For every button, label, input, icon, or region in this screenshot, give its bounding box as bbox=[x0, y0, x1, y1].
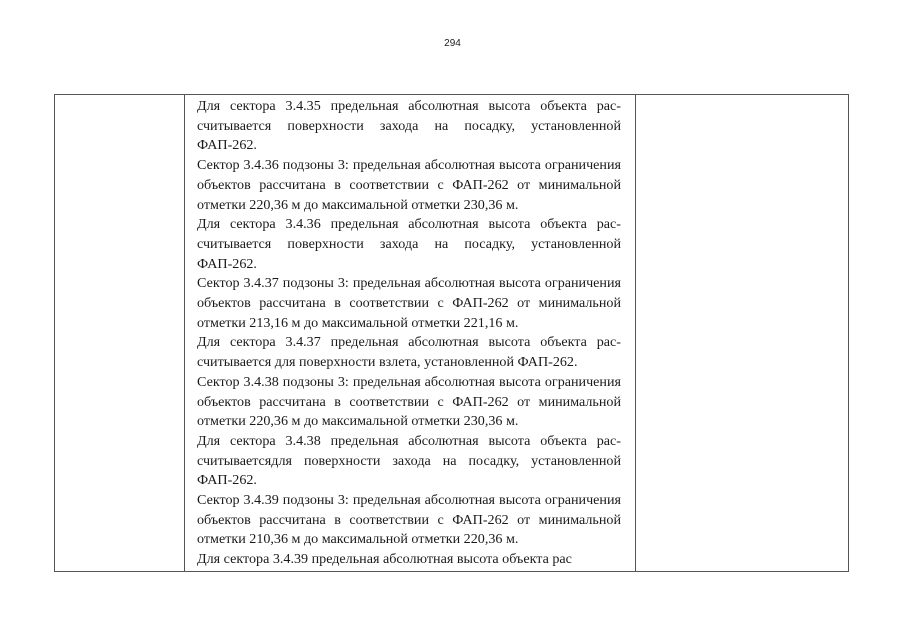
paragraph-sector-3-4-38-limit: Сектор 3.4.38 подзоны 3: предельная абсолютная высота ограничения объектов рассчитана в соответствии с ФАП-262 от минимальной отметки 220,36 м до максимальной отметки 230,36 м. bbox=[197, 373, 621, 430]
paragraph-sector-3-4-39-calc: Для сектора 3.4.39 предельная абсолютная высота объекта рас bbox=[197, 551, 572, 568]
paragraph-sector-3-4-37-calc: Для сектора 3.4.37 предельная абсолютная высота объекта рассчитывается для поверхности взлета, установленной ФАП-262. bbox=[197, 334, 621, 371]
paragraph-sector-3-4-36-limit: Сектор 3.4.36 подзоны 3: предельная абсолютная высота ограничения объектов рассчитана в соответствии с ФАП-262 от минимальной отметки 220,36 м до максимальной отметки 230,36 м. bbox=[197, 157, 621, 213]
table-cell-right bbox=[636, 95, 848, 571]
paragraph-sector-3-4-38-calc: Для сектора 3.4.38 предельная абсолютная высота объекта рассчитываетсядля поверхности захода на посадку, установленной ФАП-262. bbox=[197, 432, 621, 489]
paragraph-sector-3-4-35-calc: Для сектора 3.4.35 предельная абсолютная высота объекта рассчитывается поверхности захода на посадку, установленной ФАП-262. bbox=[197, 98, 621, 154]
page-number: 294 bbox=[444, 38, 461, 49]
paragraph-sector-3-4-36-calc: Для сектора 3.4.36 предельная абсолютная высота объекта рассчитывается поверхности захода на посадку, установленной ФАП-262. bbox=[197, 216, 621, 272]
paragraph-sector-3-4-39-limit: Сектор 3.4.39 подзоны 3: предельная абсолютная высота ограничения объектов рассчитана в соответствии с ФАП-262 от минимальной отметки 210,36 м до максимальной отметки 220,36 м. bbox=[197, 492, 621, 548]
table-cell-main bbox=[185, 95, 636, 571]
table-cell-left bbox=[55, 95, 185, 571]
paragraph-sector-3-4-37-limit: Сектор 3.4.37 подзоны 3: предельная абсолютная высота ограничения объектов рассчитана в соответствии с ФАП-262 от минимальной отметки 213,16 м до максимальной отметки 221,16 м. bbox=[197, 275, 621, 331]
document-table bbox=[54, 94, 849, 572]
